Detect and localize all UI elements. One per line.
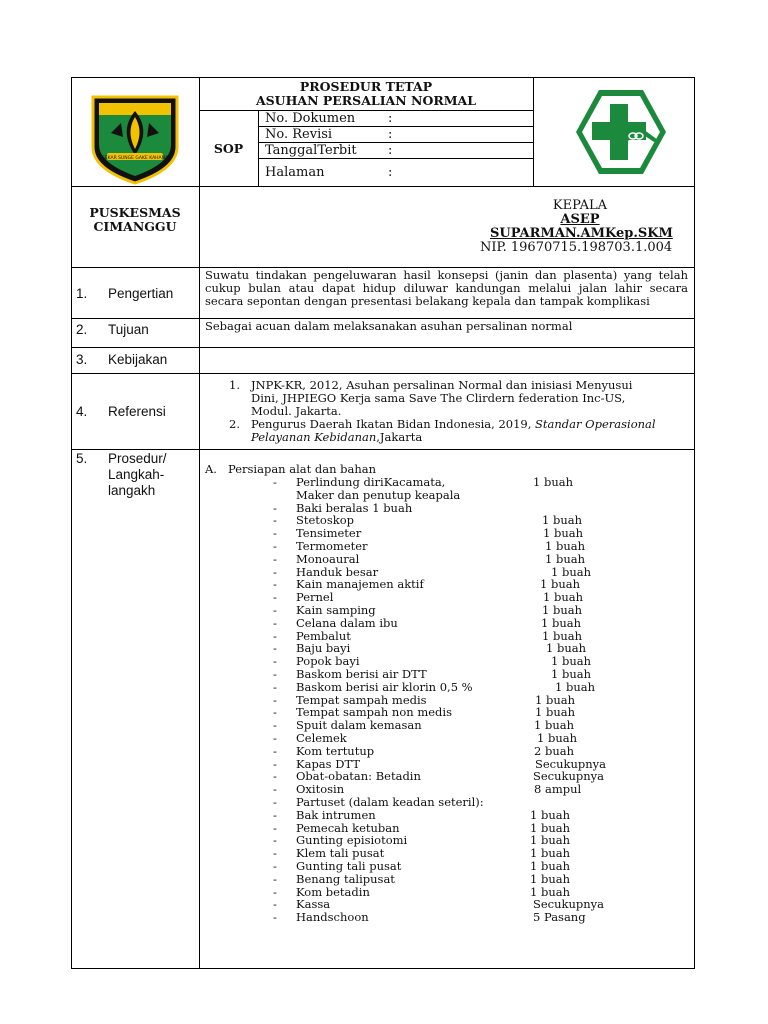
list-item-dash: - <box>273 846 277 861</box>
list-item-name: Kom betadin <box>296 884 370 899</box>
border-top <box>71 77 695 78</box>
list-item-dash: - <box>273 884 277 899</box>
section-2-number: 2. <box>76 322 88 337</box>
list-item-name: Oxitosin <box>296 782 345 797</box>
list-item-name: Bak intrumen <box>296 807 376 822</box>
list-item-quantity: 5 Pasang <box>533 910 586 925</box>
ref-2-line1-italic: Standar Operasional <box>535 417 656 431</box>
field-tanggal-terbit: TanggalTerbit <box>265 143 357 158</box>
border-bottom <box>71 968 695 969</box>
list-item-dash: - <box>273 859 277 873</box>
ref-1-number: 1. <box>229 378 240 392</box>
list-item-dash: - <box>273 590 277 605</box>
list-item-name: Tempat sampah non medis <box>296 705 452 720</box>
section-5-label-line3: langakh <box>108 483 156 498</box>
list-item-quantity: 1 buah <box>535 705 576 720</box>
list-item-quantity: 1 buah <box>543 526 584 541</box>
list-item-quantity: 1 buah <box>530 846 571 861</box>
field-no-revisi: No. Revisi <box>265 127 333 142</box>
list-item-name: Handuk besar <box>296 564 379 579</box>
list-item-dash: - <box>273 564 277 579</box>
list-item-quantity: 1 buah <box>530 833 571 848</box>
border-title-bottom <box>199 110 533 111</box>
list-item-dash: - <box>273 807 277 822</box>
list-item-quantity: 8 ampul <box>534 782 582 797</box>
list-item-name: Baskom berisi air klorin 0,5 % <box>296 679 473 694</box>
list-item-dash: - <box>273 910 277 925</box>
list-item-quantity: 1 buah <box>551 654 592 669</box>
list-item-quantity: 1 buah <box>537 731 578 745</box>
list-item-dash: - <box>273 718 277 733</box>
list-item-quantity: 1 buah <box>535 692 576 707</box>
list-item-quantity: 1 buah <box>545 539 586 553</box>
list-item-dash: - <box>273 551 277 566</box>
list-item-name: Kapas DTT <box>296 756 360 771</box>
doc-title-line2: ASUHAN PERSALIAN NORMAL <box>255 93 477 108</box>
list-item-dash: - <box>273 795 277 809</box>
list-item-dash: - <box>273 475 277 489</box>
section-5-number: 5. <box>76 451 88 466</box>
list-item-dash: - <box>273 615 277 630</box>
list-item-name: Baju bayi <box>296 641 351 656</box>
border-tujuan-bottom <box>71 347 695 348</box>
list-item-name: Celemek <box>296 731 347 745</box>
list-item-dash: - <box>273 641 277 656</box>
border-kebijakan-bottom <box>71 373 695 374</box>
list-item-name-continued: Maker dan penutup keapala <box>296 487 461 502</box>
head-title: KEPALA <box>552 198 608 213</box>
border-field-3 <box>258 158 533 159</box>
list-item-name: Gunting episiotomi <box>296 833 408 848</box>
list-item-dash: - <box>273 833 277 848</box>
border-referensi-bottom <box>71 449 695 450</box>
list-item-name: Baskom berisi air DTT <box>296 667 427 681</box>
list-item-quantity: Secukupnya <box>533 769 605 784</box>
list-item-name: Perlindung diriKacamata, <box>296 475 446 489</box>
list-item-dash: - <box>273 769 277 784</box>
list-item-quantity: 1 buah <box>534 718 575 733</box>
field-no-dokumen: No. Dokumen <box>265 111 356 126</box>
list-item-quantity: Secukupnya <box>535 756 607 771</box>
list-item-name: Partuset (dalam keadan seteril): <box>296 795 484 809</box>
list-item-name: Tempat sampah medis <box>296 692 427 707</box>
list-item-quantity: 1 buah <box>533 475 574 489</box>
border-right <box>694 77 695 969</box>
list-item-dash: - <box>273 743 277 758</box>
list-item-dash: - <box>273 577 277 592</box>
list-item-name: Kassa <box>296 897 331 912</box>
list-item-dash: - <box>273 603 277 617</box>
section-3-label: Kebijakan <box>108 352 168 367</box>
list-item-dash: - <box>273 731 277 745</box>
section-1-label: Pengertian <box>108 286 174 301</box>
doc-title-line1: PROSEDUR TETAP <box>299 79 433 94</box>
section-2-label: Tujuan <box>108 322 149 337</box>
list-item-dash: - <box>273 705 277 720</box>
list-item-name: Spuit dalam kemasan <box>296 718 422 733</box>
list-item-quantity: 1 buah <box>530 807 571 822</box>
sub-a-title: Persiapan alat dan bahan <box>228 462 377 476</box>
section-5-label-line2: Langkah- <box>108 467 165 482</box>
ref-2-line2-text: ,Jakarta <box>376 430 423 444</box>
list-item-dash: - <box>273 539 277 553</box>
list-item-quantity: 1 buah <box>540 577 581 592</box>
list-item-quantity: 1 buah <box>530 859 571 873</box>
section-1-number: 1. <box>76 286 88 301</box>
border-col-logo <box>199 77 200 969</box>
list-item-quantity: 1 buah <box>530 884 571 899</box>
puskesmas-logo <box>572 86 670 178</box>
ref-2-line2 <box>251 431 422 444</box>
field-halaman-colon: : <box>388 165 393 180</box>
list-item-quantity: 1 buah <box>555 679 596 694</box>
field-tanggal-terbit-colon: : <box>388 143 393 158</box>
list-item-quantity: 1 buah <box>541 615 582 630</box>
ref-1-line2: Dini, JHPIEGO Kerja sama Save The Clirdern federation Inc-US, <box>251 391 626 405</box>
list-item-dash: - <box>273 628 277 643</box>
list-item-dash: - <box>273 756 277 771</box>
list-item-name: Termometer <box>296 539 368 553</box>
list-item-dash: - <box>273 667 277 681</box>
list-item-quantity: 1 buah <box>530 820 571 835</box>
list-item-name: Klem tali pusat <box>296 846 385 861</box>
list-item-name: Baki beralas 1 buah <box>296 500 413 515</box>
list-item-quantity: 1 buah <box>543 590 584 605</box>
list-item-name: Tensimeter <box>296 526 362 541</box>
list-item-name: Obat-obatan: Betadin <box>296 769 421 784</box>
list-item-quantity: 1 buah <box>551 667 592 681</box>
list-item-name: Pemecah ketuban <box>296 820 400 835</box>
list-item-dash: - <box>273 500 277 515</box>
head-name-line1: ASEP <box>560 212 600 227</box>
list-item-quantity: 1 buah <box>542 513 583 528</box>
list-item-quantity: 1 buah <box>530 871 571 886</box>
list-item-quantity: 1 buah <box>546 641 587 656</box>
list-item-dash: - <box>273 679 277 694</box>
org-name-line2: CIMANGGU <box>93 219 177 234</box>
tujuan-text: Sebagai acuan dalam melaksanakan asuhan persalinan normal <box>205 319 573 333</box>
list-item-quantity: 2 buah <box>534 743 575 758</box>
list-item-name: Kain manajemen aktif <box>296 577 424 592</box>
list-item-name: Monoaural <box>296 551 360 566</box>
ref-1-line3: Modul. Jakarta. <box>251 404 342 418</box>
list-item-dash: - <box>273 526 277 541</box>
field-no-revisi-colon: : <box>388 127 393 142</box>
list-item-dash: - <box>273 692 277 707</box>
head-name-line2: SUPARMAN.AMKep.SKM <box>490 226 673 241</box>
border-header-bottom <box>71 186 695 187</box>
crest-motto: SEKAR SUNGE GAKE KAHANA <box>101 156 169 161</box>
list-item-name: Kain samping <box>296 603 376 617</box>
list-item-dash: - <box>273 897 277 912</box>
list-item-quantity: 1 buah <box>551 564 592 579</box>
list-item-name: Pernel <box>296 590 334 605</box>
list-item-quantity: Secukupnya <box>533 897 605 912</box>
list-item-quantity: 1 buah <box>545 551 586 566</box>
ref-2-line2-italic: Pelayanan Kebidanan <box>251 430 377 444</box>
list-item-name: Pembalut <box>296 628 351 643</box>
pengertian-text: Suwatu tindakan pengeluwaran hasil konsepsi (janin dan plasenta) yang telah cukup bulan atau dapat hidup diluwar kandungan melalui jalan lahir secara secara sepontan dengan presentasi belakang kepala dan tampak komplikasi <box>205 268 688 308</box>
list-item-quantity: 1 buah <box>542 628 583 643</box>
sub-a-letter: A. <box>205 462 217 476</box>
ref-1-line1: JNPK-KR, 2012, Asuhan persalinan Normal dan inisiasi Menyusui <box>251 378 633 392</box>
list-item-name: Handschoon <box>296 910 369 925</box>
border-col-right-logo <box>533 77 534 186</box>
list-item-dash: - <box>273 513 277 528</box>
list-item-name: Popok bayi <box>296 654 360 669</box>
list-item-dash: - <box>273 820 277 835</box>
ref-2-line1-text: Pengurus Daerah Ikatan Bidan Indonesia, 2019, <box>251 417 536 431</box>
field-halaman: Halaman <box>265 165 325 180</box>
list-item-name: Gunting tali pusat <box>296 859 402 873</box>
field-no-dokumen-colon: : <box>388 111 393 126</box>
list-item-dash: - <box>273 654 277 669</box>
list-item-name: Kom tertutup <box>296 743 375 758</box>
section-5-label-line1: Prosedur/ <box>108 451 167 466</box>
org-name-line1: PUSKESMAS <box>89 205 181 220</box>
section-4-number: 4. <box>76 404 88 419</box>
ref-2-number: 2. <box>229 417 240 431</box>
list-item-name: Stetoskop <box>296 513 355 528</box>
section-3-number: 3. <box>76 352 88 367</box>
list-item-dash: - <box>273 871 277 886</box>
section-4-label: Referensi <box>108 404 166 419</box>
regency-crest-logo <box>89 93 181 185</box>
border-col-sop <box>258 110 259 186</box>
list-item-dash: - <box>273 782 277 797</box>
sop-label: SOP <box>213 141 244 156</box>
head-nip: NIP. 19670715.198703.1.004 <box>480 240 673 255</box>
list-item-quantity: 1 buah <box>542 603 583 617</box>
list-item-name: Benang talipusat <box>296 871 395 886</box>
list-item-name: Celana dalam ibu <box>296 615 398 630</box>
